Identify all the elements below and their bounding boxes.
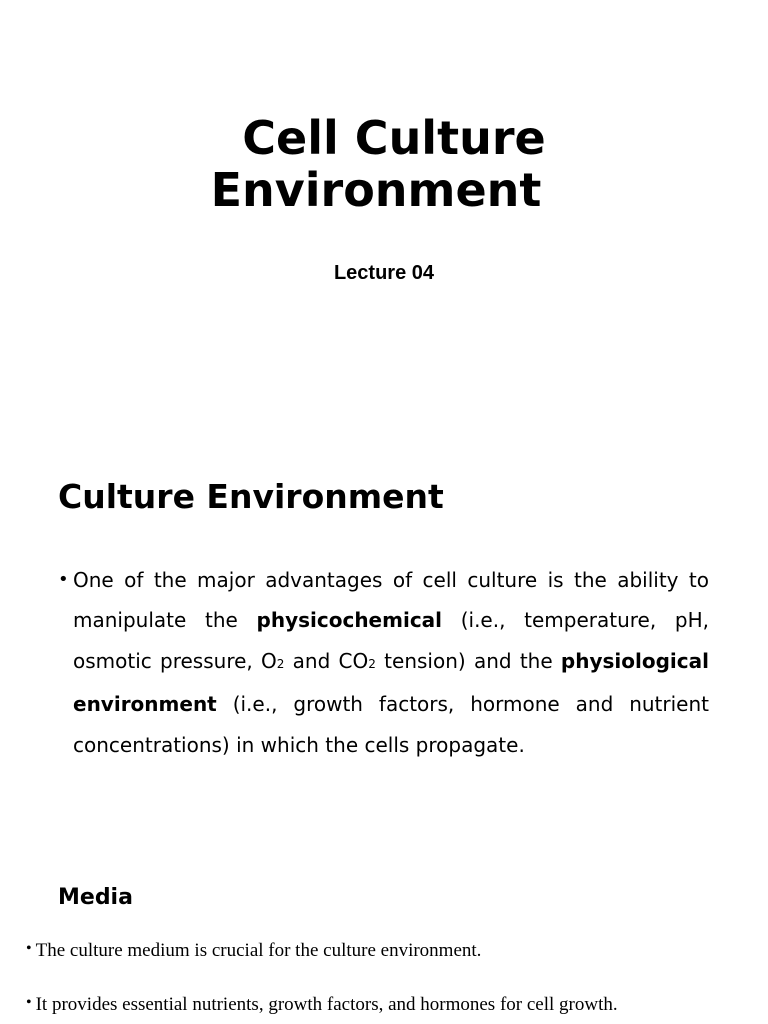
media-heading: Media bbox=[58, 885, 133, 910]
text-run: (i.e., temperature, pH, osmotic pressure, O bbox=[73, 608, 709, 673]
text-run: tension) and the bbox=[375, 648, 561, 673]
media-item bbox=[26, 993, 618, 1018]
title-line-1: Cell Culture bbox=[242, 111, 546, 165]
subscript: 2 bbox=[368, 656, 376, 671]
paragraph-bullet bbox=[58, 560, 709, 765]
slide-title bbox=[0, 112, 768, 216]
bold-term-physicochemical: physicochemical bbox=[256, 608, 443, 633]
bold-term-physiological: physiological environment bbox=[73, 648, 709, 717]
bullet-marker: • bbox=[26, 994, 32, 1011]
bullet-marker: • bbox=[58, 569, 69, 590]
section-heading: Culture Environment bbox=[58, 477, 444, 516]
bullet-paragraph bbox=[73, 560, 709, 765]
bullet-marker: • bbox=[26, 940, 32, 957]
media-item bbox=[26, 939, 481, 964]
text-run: and CO bbox=[284, 648, 369, 673]
subscript: 2 bbox=[276, 656, 285, 671]
title-line-2: Environment bbox=[210, 163, 542, 217]
media-item-text: The culture medium is crucial for the culture environment. bbox=[35, 940, 482, 961]
media-item-text: It provides essential nutrients, growth factors, and hormones for cell growth. bbox=[35, 994, 618, 1015]
text-run: One of the major advantages of cell culture is the ability to manipulate the bbox=[73, 568, 709, 633]
slide-subtitle: Lecture 04 bbox=[333, 262, 435, 284]
text-run: (i.e., growth factors, hormone and nutrient concentrations) in which the cells propagate. bbox=[73, 692, 709, 757]
